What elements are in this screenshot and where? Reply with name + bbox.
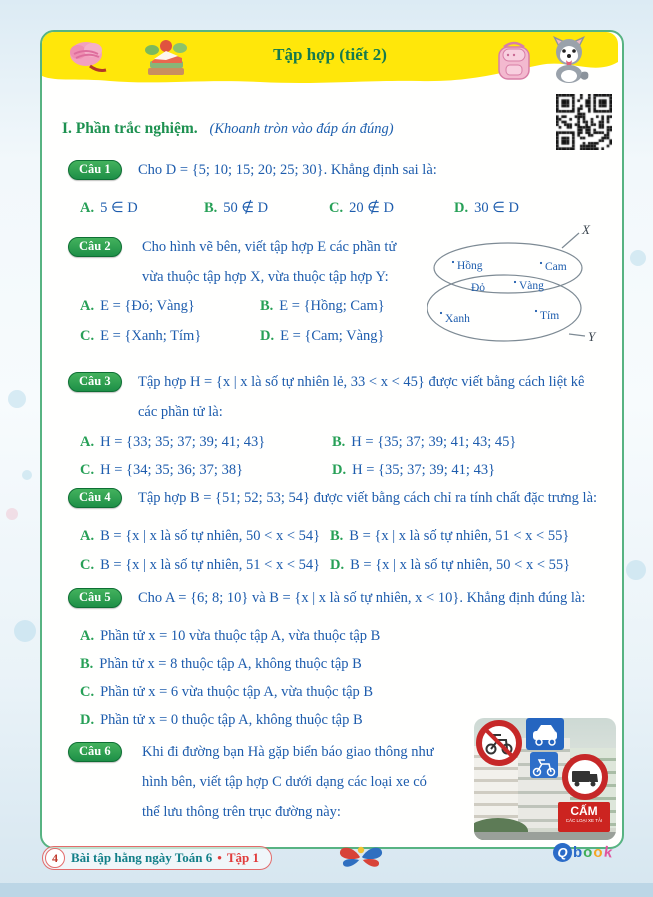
venn-item-hong: Hồng bbox=[457, 260, 483, 272]
header-band bbox=[42, 32, 618, 86]
background-blob bbox=[8, 390, 26, 408]
q2-option-d: D. E = {Cam; Vàng} bbox=[260, 328, 385, 344]
cam-sign: CẤM CÁC LOẠI XE TẢI bbox=[558, 802, 610, 832]
q2-text-line2: vừa thuộc tập hợp X, vừa thuộc tập hợp Y: bbox=[142, 269, 389, 285]
venn-item-cam: Cam bbox=[545, 261, 567, 273]
q1-option-a: A. 5 ∈ D bbox=[80, 200, 138, 216]
q4-option-a: A. B = {x | x là số tự nhiên, 50 < x < 54} bbox=[80, 528, 321, 544]
no-truck-sign-icon bbox=[562, 754, 608, 800]
q1-option-b: B. 50 ∉ D bbox=[204, 200, 269, 216]
book-title: Bài tập hằng ngày Toán 6 bbox=[71, 850, 213, 865]
q3-option-b: B. H = {35; 37; 39; 41; 43; 45} bbox=[332, 434, 517, 450]
q6-text-line3: thể lưu thông trên trục đường này: bbox=[142, 804, 341, 820]
q5-option-d: D. Phần tử x = 0 thuộc tập A, không thuộc tập B bbox=[80, 712, 363, 728]
worksheet-card bbox=[40, 30, 624, 849]
no-motorbike-sign-icon bbox=[476, 720, 522, 766]
section-title: I. Phần trắc nghiệm. bbox=[62, 120, 198, 137]
q6-text-line2: hình bên, viết tập hợp C dưới dạng các loại xe có bbox=[142, 774, 427, 790]
q4-badge: Câu 4 bbox=[68, 488, 122, 508]
qbook-logo bbox=[553, 843, 612, 862]
q5-badge: Câu 5 bbox=[68, 588, 122, 608]
venn-item-tim: Tím bbox=[540, 310, 560, 322]
volume-label: Tập 1 bbox=[226, 850, 259, 865]
background-blob bbox=[14, 620, 36, 642]
q3-option-d: D. H = {35; 37; 39; 41; 43} bbox=[332, 462, 496, 478]
venn-label-x: X bbox=[582, 222, 590, 237]
venn-item-xanh: Xanh bbox=[445, 313, 470, 325]
q4-text: Tập hợp B = {51; 52; 53; 54} được viết bằng cách chỉ ra tính chất đặc trưng là: bbox=[138, 490, 598, 506]
background-blob bbox=[6, 508, 18, 520]
q6-text-line1: Khi đi đường bạn Hà gặp biển báo giao thông như bbox=[142, 744, 434, 760]
q1-option-d: D. 30 ∈ D bbox=[454, 200, 519, 216]
qbook-o2: o bbox=[593, 844, 603, 861]
q5-option-a: A. Phần tử x = 10 vừa thuộc tập A, vừa thuộc tập B bbox=[80, 628, 381, 644]
q5-option-c: C. Phần tử x = 6 vừa thuộc tập A, vừa thuộc tập B bbox=[80, 684, 374, 700]
q2-option-a: A. E = {Đỏ; Vàng} bbox=[80, 298, 195, 314]
bottom-strip bbox=[0, 883, 653, 897]
q3-badge: Câu 3 bbox=[68, 372, 122, 392]
background-blob bbox=[630, 250, 646, 266]
qbook-q: Q bbox=[553, 843, 572, 862]
footer-page-badge bbox=[42, 846, 272, 870]
background-blob bbox=[626, 560, 646, 580]
q4-option-d: D. B = {x | x là số tự nhiên, 50 < x < 55} bbox=[330, 557, 571, 573]
blue-vehicle-sign-icon bbox=[526, 718, 564, 780]
road bbox=[474, 832, 616, 840]
venn-item-do: Đỏ bbox=[471, 282, 486, 294]
venn-label-y: Y bbox=[588, 329, 596, 344]
footer-separator: • bbox=[217, 850, 222, 865]
background-blob bbox=[22, 470, 32, 480]
q1-text: Cho D = {5; 10; 15; 20; 25; 30}. Khẳng định sai là: bbox=[138, 162, 437, 178]
traffic-signs-photo bbox=[474, 718, 616, 840]
q6-badge: Câu 6 bbox=[68, 742, 122, 762]
q2-badge: Câu 2 bbox=[68, 237, 122, 257]
qbook-b: b bbox=[573, 844, 583, 861]
q4-option-b: B. B = {x | x là số tự nhiên, 51 < x < 55} bbox=[330, 528, 570, 544]
q4-option-c: C. B = {x | x là số tự nhiên, 51 < x < 54} bbox=[80, 557, 321, 573]
qbook-o1: o bbox=[583, 844, 593, 861]
page-number: 4 bbox=[45, 848, 65, 868]
section-note: (Khoanh tròn vào đáp án đúng) bbox=[209, 121, 394, 137]
q2-option-b: B. E = {Hồng; Cam} bbox=[260, 298, 385, 314]
q1-badge: Câu 1 bbox=[68, 160, 122, 180]
butterfly-logo-icon bbox=[338, 843, 384, 871]
q3-option-a: A. H = {33; 35; 37; 39; 41; 43} bbox=[80, 434, 266, 450]
venn-diagram bbox=[427, 222, 622, 377]
section-heading bbox=[62, 120, 394, 138]
q1-option-c: C. 20 ∉ D bbox=[329, 200, 394, 216]
q3-text-line2: các phần tử là: bbox=[138, 404, 223, 420]
qr-code bbox=[556, 94, 612, 150]
page-title: Tập hợp (tiết 2) bbox=[273, 45, 387, 64]
q5-option-b: B. Phần tử x = 8 thuộc tập A, không thuộc tập B bbox=[80, 656, 362, 672]
q3-option-c: C. H = {34; 35; 36; 37; 38} bbox=[80, 462, 244, 478]
q3-text-line1: Tập hợp H = {x | x là số tự nhiên lẻ, 33 < x < 45} được viết bằng cách liệt kê bbox=[138, 374, 585, 390]
q2-text-line1: Cho hình vẽ bên, viết tập hợp E các phần tử bbox=[142, 239, 397, 255]
venn-item-vang: Vàng bbox=[519, 280, 544, 292]
qbook-k: k bbox=[602, 843, 614, 862]
q5-text: Cho A = {6; 8; 10} và B = {x | x là số tự nhiên, x < 10}. Khẳng định đúng là: bbox=[138, 590, 586, 606]
q2-option-c: C. E = {Xanh; Tím} bbox=[80, 328, 202, 344]
